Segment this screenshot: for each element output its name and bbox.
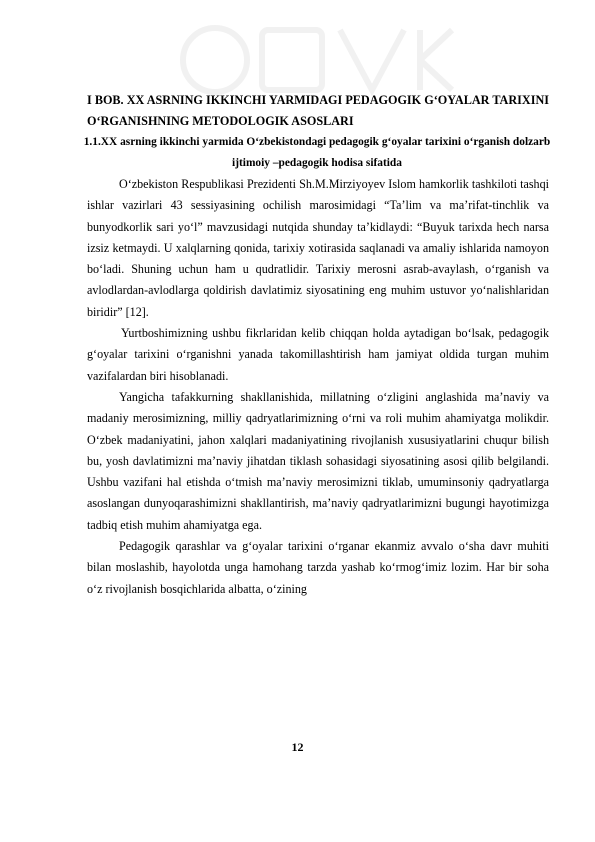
body-text: [87, 174, 549, 600]
paragraph-1: O‘zbekiston Respublikasi Prezidenti Sh.M.Mirziyoyev Islom hamkorlik tashkiloti tashqi ishlar vazirlari 43 sessiyasining ochilish marosimidagi “Ta’lim va ma’rifat-tinchlik va bunyodkorlik sari yo‘l” mavzusidagi nutqida shunday ta’kidlaydi: “Buyuk tarixda hech narsa izsiz ketmaydi. U xalqlarning qonida, tarixiy xotirasida saqlanadi va amaliy ishlarida namoyon bo‘ladi. Shuning uchun ham u qudratlidir. Tarixiy merosni asrab-avaylash, o‘rganish va avlodlardan-avlodlarga qoldirish davlatimiz siyosatining eng muhim ustuvor yo‘nalishlaridan biridir” [12].: [87, 177, 549, 319]
paragraph-2: Yurtboshimizning ushbu fikrlaridan kelib chiqqan holda aytadigan bo‘lsak, pedagogik g‘oyalar tarixini o‘rganishni yanada takomillashtirish ham jamiyat oldida turgan muhim vazifalardan biri hisoblanadi.: [87, 326, 549, 383]
page-number: 12: [291, 740, 304, 754]
chapter-heading: I BOB. XX ASRNING IKKINCHI YARMIDAGI PEDAGOGIK G‘OYALAR TARIXINI O‘RGANISHNING METODOLOGIK ASOSLARI: [87, 93, 549, 128]
paragraph-3: Yangicha tafakkurning shakllanishida, millatning o‘zligini anglashida ma’naviy va madaniy merosimizning, milliy qadryatlarimizning o‘rni va roli muhim ahamiyatga molikdir. O‘zbek madaniyatini, jahon xalqlari madaniyatining rivojlanish xususiyatlarini chuqur bilish bu, yosh davlatimizni ma’naviy jihatdan tiklash sohasidagi siyosatining asosi qilib belgilandi. Ushbu vazifani hal etishda o‘tmish ma’naviy merosimizni tiklab, umuminsoniy qadryatlarga asoslangan dunyoqarashimizni shakllantirish, ma’naviy qadryatlarimizni bugungi hayotimizga tadbiq etish muhim ahamiyatga ega.: [87, 389, 549, 532]
section-heading: 1.1.XX asrning ikkinchi yarmida O‘zbekistondagi pedagogik g‘oyalar tarixini o‘rganish dolzarb ijtimoiy –pedagogik hodisa sifatida: [83, 136, 551, 169]
paragraph-4: Pedagogik qarashlar va g‘oyalar tarixini o‘rganar ekanmiz avvalo o‘sha davr muhiti bilan moslashib, hayolotda unga hamohang tarzda yashab ko‘rmog‘imiz lozim. Har bir soha o‘z rivojlanish bosqichlarida albatta, o‘zining: [87, 539, 549, 596]
